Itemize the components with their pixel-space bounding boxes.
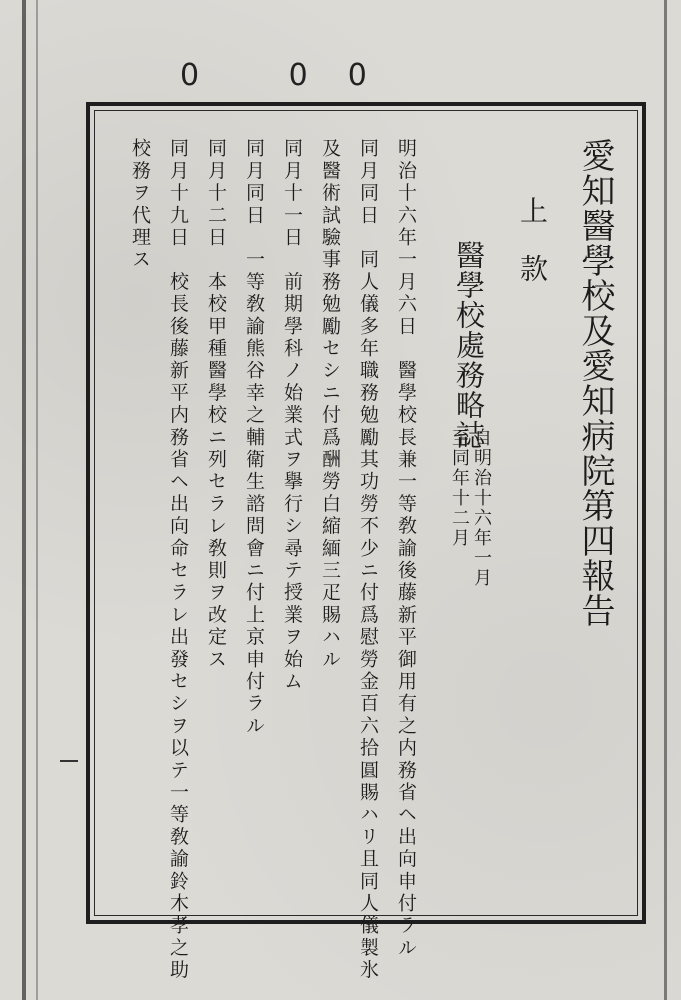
section-label: 上款 bbox=[516, 196, 549, 312]
page-marks: 0 00 bbox=[180, 58, 407, 93]
margin-tick-mark bbox=[60, 760, 78, 762]
entry-line: 同月十一日 前期學科ノ始業式ヲ擧行シ尋テ授業ヲ始ム bbox=[281, 138, 303, 693]
report-title: 愛知醫學校及愛知病院第四報告 bbox=[575, 138, 615, 628]
entry-line: 同月十九日 校長後藤新平内務省ヘ出向命セラレ出發セシヲ以テ一等敎諭鈴木孝之助 bbox=[167, 138, 189, 982]
entry-line: 明治十六年一月六日 醫學校長兼一等敎諭後藤新平御用有之内務省ヘ出向申付ラル bbox=[395, 138, 417, 960]
page-edge-line bbox=[664, 0, 667, 1000]
binding-edge-line bbox=[22, 0, 26, 1000]
entry-line: 同月十二日 本校甲種醫學校ニ列セラレ敎則ヲ改定ス bbox=[205, 138, 227, 671]
binding-edge-line-inner bbox=[36, 0, 38, 1000]
entry-line: 同月同日 同人儀多年職務勉勵其功勞不少ニ付爲慰勞金百六拾圓賜ハリ且同人儀製氷 bbox=[357, 138, 379, 982]
section-heading: 醫學校處務略誌 bbox=[452, 240, 486, 450]
date-range-start: 自明治十六年一月 bbox=[471, 428, 492, 588]
entry-line: 校務ヲ代理ス bbox=[129, 138, 151, 272]
entry-line: 及醫術試驗事務勉勵セシニ付爲酬勞白縮緬三疋賜ハル bbox=[319, 138, 341, 671]
date-range-end: 至同年十二月 bbox=[449, 428, 470, 548]
entry-line: 同月同日 一等敎諭熊谷幸之輔衛生諮問會ニ付上京申付ラル bbox=[243, 138, 265, 738]
